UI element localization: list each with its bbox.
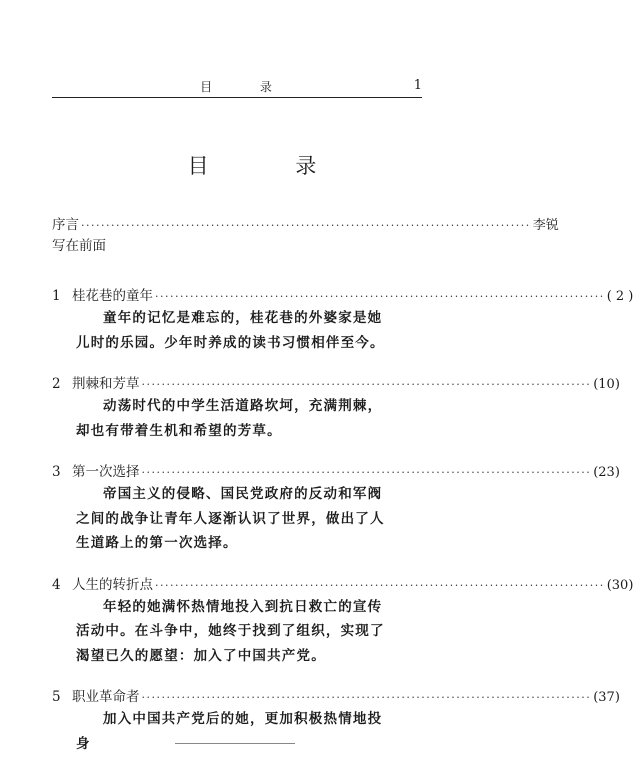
dot-leader: ··························································································: [81, 219, 531, 232]
toc-entry-preface: [52, 216, 559, 235]
table-of-contents: [52, 216, 633, 756]
toc-entry-number: 5: [52, 689, 61, 705]
running-title: 目 录: [200, 80, 294, 94]
toc-entry-page: (30): [606, 577, 633, 593]
toc-entry-page: (37): [593, 690, 620, 705]
scan-artifact: [175, 743, 295, 744]
page-title: 目 录: [187, 154, 357, 178]
toc-entry-page: ( 2 ): [606, 289, 633, 304]
dot-leader: ··························································································: [141, 378, 592, 391]
toc-entry-foreword: [52, 235, 434, 257]
toc-entry: [52, 375, 620, 443]
toc-entry-number: 2: [52, 376, 61, 392]
toc-entry-summary: 童年的记忆是难忘的，桂花巷的外婆家是她儿时的乐园。少年时养成的读书习惯相伴至今。: [76, 310, 385, 351]
toc-entry-author: 李锐: [532, 218, 559, 233]
toc-entry-title: 人生的转折点: [72, 576, 153, 593]
toc-entry: [52, 287, 633, 355]
toc-entry-title: 第一次选择: [72, 464, 140, 480]
toc-entry: [52, 463, 620, 556]
toc-entry: [52, 688, 620, 756]
toc-entry-title: 桂花巷的童年: [72, 288, 153, 304]
header-rule: [52, 97, 422, 98]
running-header: [50, 76, 422, 96]
toc-entry-summary: 帝国主义的侵略、国民党政府的反动和军阀之间的战争让青年人逐渐认识了世界，做出了人生道路上的第一次选择。: [76, 486, 385, 551]
toc-entry: [52, 576, 633, 669]
dot-leader: ··························································································: [155, 578, 605, 592]
toc-entry-page: (23): [593, 465, 620, 480]
toc-entry-summary: 动荡时代的中学生活道路坎坷，充满荆棘，却也有带着生机和希望的芳草。: [76, 398, 383, 439]
toc-entry-summary: 年轻的她满怀热情地投入到抗日救亡的宣传活动中。在斗争中，她终于找到了组织，实现了渴望已久的愿望：加入了中国共产党。: [76, 598, 385, 664]
dot-leader: ··························································································: [141, 691, 592, 704]
toc-entry-title: 荆棘和芳草: [72, 376, 140, 392]
toc-entry-page: (10): [593, 377, 620, 392]
page-number: 1: [413, 78, 422, 93]
toc-entry-number: 1: [52, 288, 61, 304]
toc-entry-title: 序言: [52, 217, 79, 233]
toc-entry-summary: 加入中国共产党后的她，更加积极热情地投身: [76, 711, 383, 752]
toc-entry-number: 4: [52, 576, 61, 593]
dot-leader: ··························································································: [155, 290, 605, 303]
toc-entry-number: 3: [52, 464, 61, 480]
dot-leader: ··························································································: [141, 466, 592, 479]
toc-entry-title: 职业革命者: [72, 689, 140, 705]
toc-entry-title: 写在前面: [52, 238, 106, 254]
